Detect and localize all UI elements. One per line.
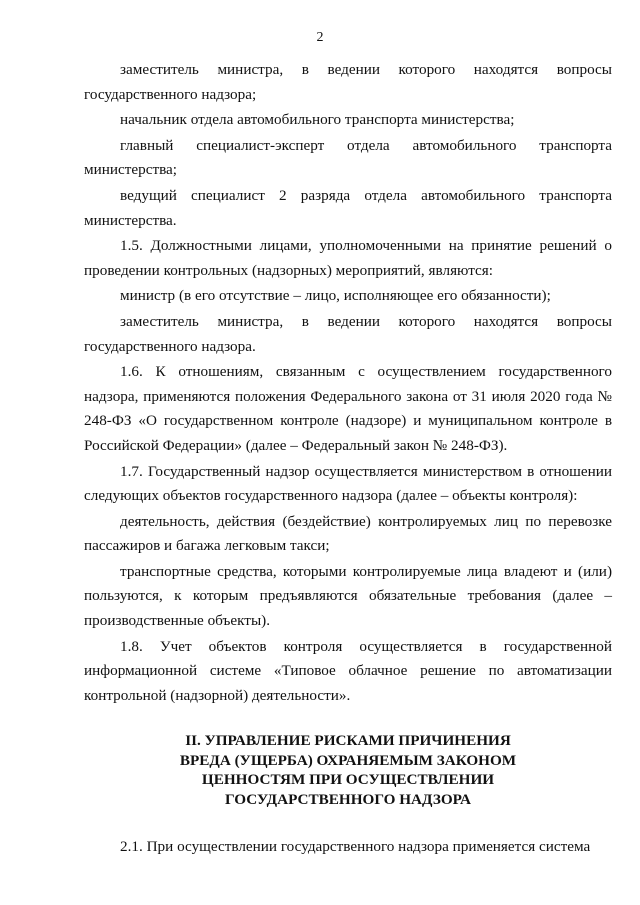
document-body bbox=[84, 58, 612, 861]
paragraph-1-6: 1.6. К отношениям, связанным с осуществлением государственного надзора, применяются положения Федерального закона от 31 июля 2020 года № 248-ФЗ «О государственном контроле (надзоре) и муниципальном контроле в Российской Федерации» (далее – Федеральный закон № 248-ФЗ). bbox=[84, 363, 612, 454]
paragraph-deputy-minister-2: заместитель министра, в ведении которого находятся вопросы государственного надзора. bbox=[84, 312, 612, 355]
paragraph-minister: министр (в его отсутствие – лицо, исполняющее его обязанности); bbox=[120, 287, 551, 305]
paragraph-deputy-minister: заместитель министра, в ведении которого находятся вопросы государственного надзора; bbox=[84, 61, 612, 103]
paragraph-chief-specialist: главный специалист-эксперт отдела автомобильного транспорта министерства; bbox=[84, 136, 612, 179]
paragraph-activity: деятельность, действия (бездействие) контролируемых лиц по перевозке пассажиров и багажа легковым такси; bbox=[84, 512, 612, 555]
section-heading-line: II. УПРАВЛЕНИЕ РИСКАМИ ПРИЧИНЕНИЯ bbox=[185, 732, 511, 750]
page-number: 2 bbox=[316, 30, 324, 45]
paragraph-leading-specialist: ведущий специалист 2 разряда отдела автомобильного транспорта министерства. bbox=[84, 186, 612, 229]
paragraph-head-of-department: начальник отдела автомобильного транспорта министерства; bbox=[120, 111, 515, 129]
paragraph-1-5: 1.5. Должностными лицами, уполномоченными на принятие решений о проведении контрольных (надзорных) мероприятий, являются: bbox=[84, 237, 612, 279]
paragraph-1-7: 1.7. Государственный надзор осуществляется министерством в отношении следующих объектов государственного надзора (далее – объекты контроля): bbox=[84, 462, 612, 505]
paragraph-2-1: 2.1. При осуществлении государственного надзора применяется система bbox=[120, 838, 591, 856]
paragraph-vehicles: транспортные средства, которыми контролируемые лица владеют и (или) пользуются, к которым предъявляются обязательные требования (далее – производственные объекты). bbox=[84, 562, 612, 630]
section-heading bbox=[84, 731, 612, 809]
section-heading-line: ГОСУДАРСТВЕННОГО НАДЗОРА bbox=[225, 790, 471, 808]
section-heading-line: ВРЕДА (УЩЕРБА) ОХРАНЯЕМЫМ ЗАКОНОМ bbox=[179, 751, 517, 769]
paragraph-1-8: 1.8. Учет объектов контроля осуществляется в государственной информационной системе «Типовое облачное решение по автоматизации контрольной (надзорной) деятельности». bbox=[84, 637, 612, 704]
section-heading-line: ЦЕННОСТЯМ ПРИ ОСУЩЕСТВЛЕНИИ bbox=[201, 771, 495, 789]
